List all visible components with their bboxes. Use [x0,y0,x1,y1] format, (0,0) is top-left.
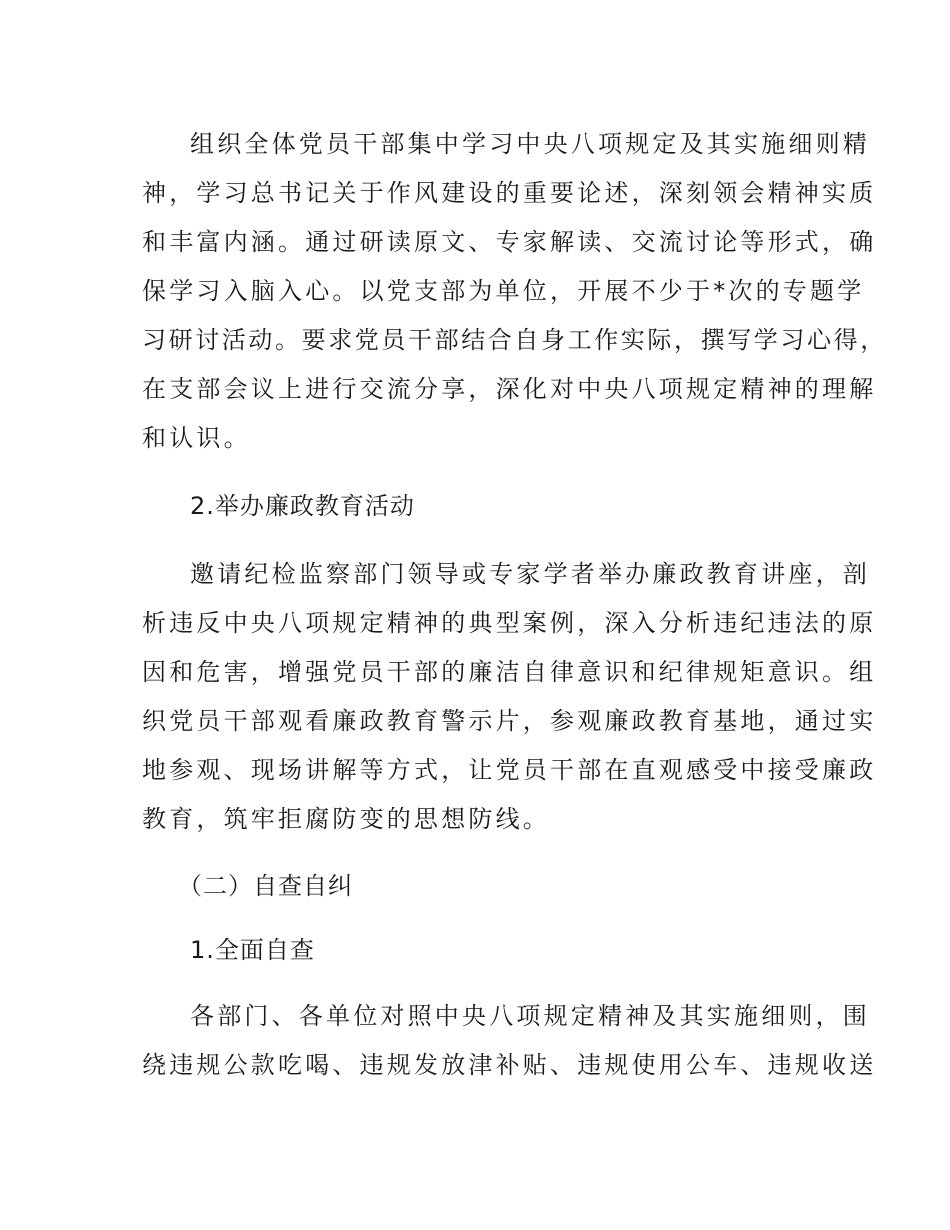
paragraph-3-line-2: 绕违规公款吃喝、违规发放津补贴、违规使用公车、违规收送 [142,1051,877,1079]
paragraph-2-line-4: 织党员干部观看廉政教育警示片，参观廉政教育基地，通过实 [142,707,877,735]
heading-comprehensive-self-check: 1.全面自查 [190,936,315,964]
paragraph-1-line-3: 和丰富内涵。通过研读原文、专家解读、交流讨论等形式，确 [142,228,877,256]
paragraph-3-line-1: 各部门、各单位对照中央八项规定精神及其实施细则，围 [190,1002,870,1030]
paragraph-2-line-3: 因和危害，增强党员干部的廉洁自律意识和纪律规矩意识。组 [142,658,877,686]
heading-lecture-activities: 2.举办廉政教育活动 [190,492,415,520]
paragraph-1-line-5: 习研讨活动。要求党员干部结合自身工作实际，撰写学习心得， [142,326,887,354]
paragraph-2-line-6: 教育，筑牢拒腐防变的思想防线。 [142,805,550,833]
paragraph-2-line-2: 析违反中央八项规定精神的典型案例，深入分析违纪违法的原 [142,609,877,637]
paragraph-1-line-6: 在支部会议上进行交流分享，深化对中央八项规定精神的理解 [142,375,877,403]
paragraph-1-line-2: 神，学习总书记关于作风建设的重要论述，深刻领会精神实质 [142,179,877,207]
paragraph-2-line-1: 邀请纪检监察部门领导或专家学者举办廉政教育讲座，剖 [190,560,870,588]
paragraph-1-line-4: 保学习入脑入心。以党支部为单位，开展不少于*次的专题学 [142,277,865,305]
section-heading-self-inspection: （二）自查自纠 [178,872,353,900]
paragraph-1-line-1: 组织全体党员干部集中学习中央八项规定及其实施细则精 [190,130,870,158]
paragraph-2-line-5: 地参观、现场讲解等方式，让党员干部在直观感受中接受廉政 [142,756,877,784]
paragraph-1-line-7: 和认识。 [142,424,251,452]
